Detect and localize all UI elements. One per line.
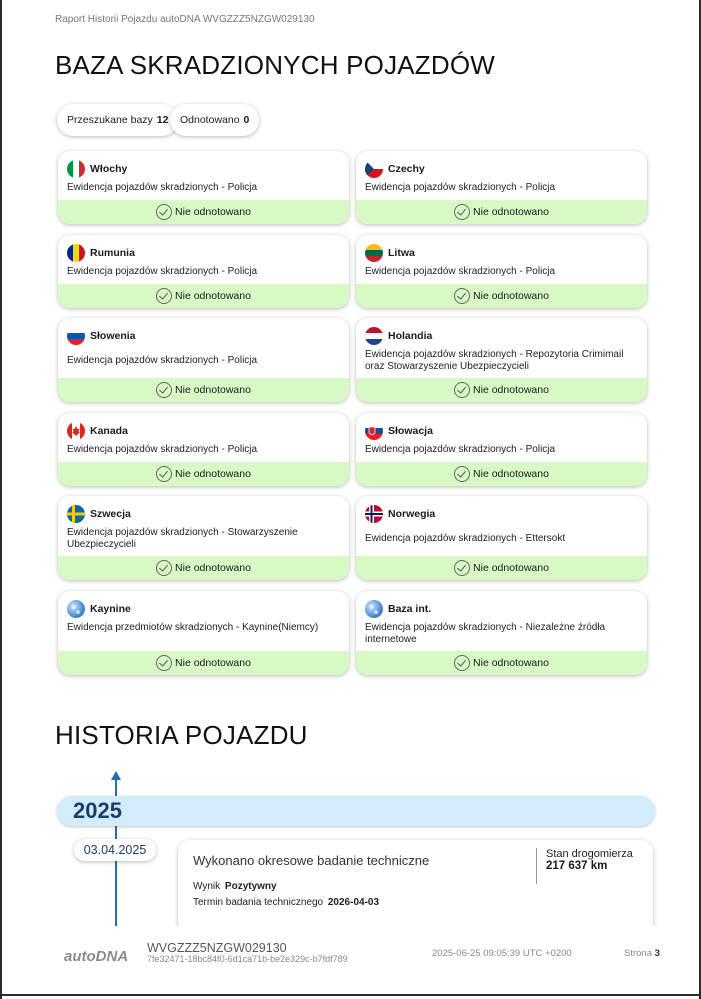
footer-timestamp: 2025-06-25 09:05:39 UTC +0200 — [432, 948, 572, 959]
inspection-deadline — [193, 897, 379, 908]
check-circle-icon — [454, 204, 470, 220]
status-text: Nie odnotowano — [175, 562, 251, 574]
sweden-flag-icon — [67, 505, 85, 523]
database-description: Ewidencja pojazdów skradzionych - Stowarzyszenie Ubezpieczycieli — [67, 527, 298, 550]
status-text: Nie odnotowano — [473, 562, 549, 574]
found-pill — [170, 104, 259, 136]
stolen-section-title: BAZA SKRADZIONYCH POJAZDÓW — [55, 50, 496, 80]
database-description: Ewidencja pojazdów skradzionych - Policja — [67, 444, 258, 455]
status-text: Nie odnotowano — [473, 206, 549, 218]
country-name: Szwecja — [90, 508, 131, 520]
country-name: Norwegia — [388, 508, 436, 520]
stolen-card-italy — [58, 151, 349, 224]
status-text: Nie odnotowano — [175, 384, 251, 396]
deadline-value: 2026-04-03 — [327, 897, 380, 908]
status-bar — [58, 556, 349, 580]
year-bar — [57, 796, 655, 826]
check-circle-icon — [454, 655, 470, 671]
page-number — [624, 948, 660, 959]
status-text: Nie odnotowano — [473, 657, 549, 669]
result-value: Pozytywny — [224, 881, 277, 892]
check-circle-icon — [156, 204, 172, 220]
country-name: Holandia — [388, 330, 433, 342]
odometer-label: Stan drogomierza — [546, 848, 633, 860]
event-title: Wykonano okresowe badanie techniczne — [193, 853, 430, 868]
country-name: Słowacja — [388, 425, 433, 437]
database-description: Ewidencja pojazdów skradzionych - Policja — [365, 266, 556, 277]
globe-icon — [365, 600, 383, 618]
stolen-card-canada — [58, 413, 349, 486]
check-circle-icon — [454, 560, 470, 576]
check-circle-icon — [156, 560, 172, 576]
stolen-card-czech — [356, 151, 647, 224]
stolen-card-netherlands — [356, 318, 647, 402]
searched-count: 12 — [156, 114, 169, 126]
history-section-title: HISTORIA POJAZDU — [55, 720, 308, 750]
status-bar — [58, 378, 349, 402]
page-value: 3 — [654, 948, 660, 959]
autodna-logo: autoDNA — [64, 948, 129, 965]
database-description: Ewidencja pojazdów skradzionych - Policja — [365, 182, 556, 193]
check-circle-icon — [454, 288, 470, 304]
result-label: Wynik — [193, 881, 221, 892]
found-count: 0 — [243, 114, 250, 126]
deadline-label: Termin badania technicznego — [193, 897, 324, 908]
database-description: Ewidencja przedmiotów skradzionych - Kaynine(Niemcy) — [67, 622, 319, 633]
status-bar — [58, 200, 349, 224]
database-description: Ewidencja pojazdów skradzionych - Repozytoria Crimimail oraz Stowarzyszenie Ubezpieczycieli — [365, 349, 624, 372]
database-description: Ewidencja pojazdów skradzionych - Policja — [67, 355, 258, 366]
database-description: Ewidencja pojazdów skradzionych - Policja — [67, 266, 258, 277]
check-circle-icon — [454, 382, 470, 398]
country-name: Kanada — [90, 425, 128, 437]
stolen-card-norway — [356, 496, 647, 580]
country-name: Kaynine — [90, 603, 131, 615]
status-bar — [356, 556, 647, 580]
stolen-card-kaynine — [58, 591, 349, 675]
status-text: Nie odnotowano — [473, 384, 549, 396]
searched-databases-pill — [57, 104, 178, 136]
stolen-card-baza-int — [356, 591, 647, 675]
country-name: Czechy — [388, 163, 425, 175]
slovakia-flag-icon — [365, 422, 383, 440]
stolen-card-slovenia — [58, 318, 349, 402]
stolen-card-sweden — [58, 496, 349, 580]
database-description: Ewidencja pojazdów skradzionych - Ettersokt — [365, 533, 566, 544]
czech-flag-icon — [365, 160, 383, 178]
page-bottom-border — [2, 994, 701, 996]
slovenia-flag-icon — [67, 327, 85, 345]
status-text: Nie odnotowano — [175, 290, 251, 302]
status-bar — [356, 462, 647, 486]
country-name: Baza int. — [388, 603, 432, 615]
page-label: Strona — [624, 948, 652, 959]
history-event-card — [178, 840, 653, 940]
check-circle-icon — [454, 466, 470, 482]
romania-flag-icon — [67, 244, 85, 262]
canada-flag-icon — [67, 422, 85, 440]
globe-icon — [67, 600, 85, 618]
status-bar — [356, 284, 647, 308]
netherlands-flag-icon — [365, 327, 383, 345]
status-text: Nie odnotowano — [473, 290, 549, 302]
odometer-block — [536, 848, 633, 884]
status-bar — [58, 462, 349, 486]
country-name: Słowenia — [90, 330, 136, 342]
footer-hash: 7fe32471-18bc84f0-6d1ca71b-be2e329c-b7fdf789 — [147, 954, 348, 964]
database-description: Ewidencja pojazdów skradzionych - Policja — [365, 444, 556, 455]
database-description: Ewidencja pojazdów skradzionych - Policja — [67, 182, 258, 193]
year-label: 2025 — [73, 798, 122, 823]
status-text: Nie odnotowano — [473, 468, 549, 480]
report-header: Raport Historii Pojazdu autoDNA WVGZZZ5NZGW029130 — [55, 14, 315, 25]
norway-flag-icon — [365, 505, 383, 523]
stolen-card-slovakia — [356, 413, 647, 486]
country-name: Litwa — [388, 247, 415, 259]
check-circle-icon — [156, 382, 172, 398]
event-date: 03.04.2025 — [74, 839, 156, 861]
status-text: Nie odnotowano — [175, 657, 251, 669]
footer-vin: WVGZZZ5NZGW029130 — [147, 941, 287, 955]
italy-flag-icon — [67, 160, 85, 178]
status-text: Nie odnotowano — [175, 206, 251, 218]
country-name: Rumunia — [90, 247, 135, 259]
check-circle-icon — [156, 288, 172, 304]
timeline-arrow-icon — [111, 771, 121, 780]
status-bar — [356, 200, 647, 224]
status-bar — [58, 284, 349, 308]
searched-label: Przeszukane bazy — [67, 114, 153, 126]
status-text: Nie odnotowano — [175, 468, 251, 480]
check-circle-icon — [156, 466, 172, 482]
country-name: Włochy — [90, 163, 128, 175]
inspection-result — [193, 881, 277, 892]
status-bar — [356, 378, 647, 402]
status-bar — [356, 651, 647, 675]
found-label: Odnotowano — [180, 114, 240, 126]
stolen-card-romania — [58, 235, 349, 308]
check-circle-icon — [156, 655, 172, 671]
odometer-value: 217 637 km — [546, 860, 608, 872]
status-bar — [58, 651, 349, 675]
stolen-card-lithuania — [356, 235, 647, 308]
database-description: Ewidencja pojazdów skradzionych - Niezależne źródła internetowe — [365, 622, 606, 645]
lithuania-flag-icon — [365, 244, 383, 262]
